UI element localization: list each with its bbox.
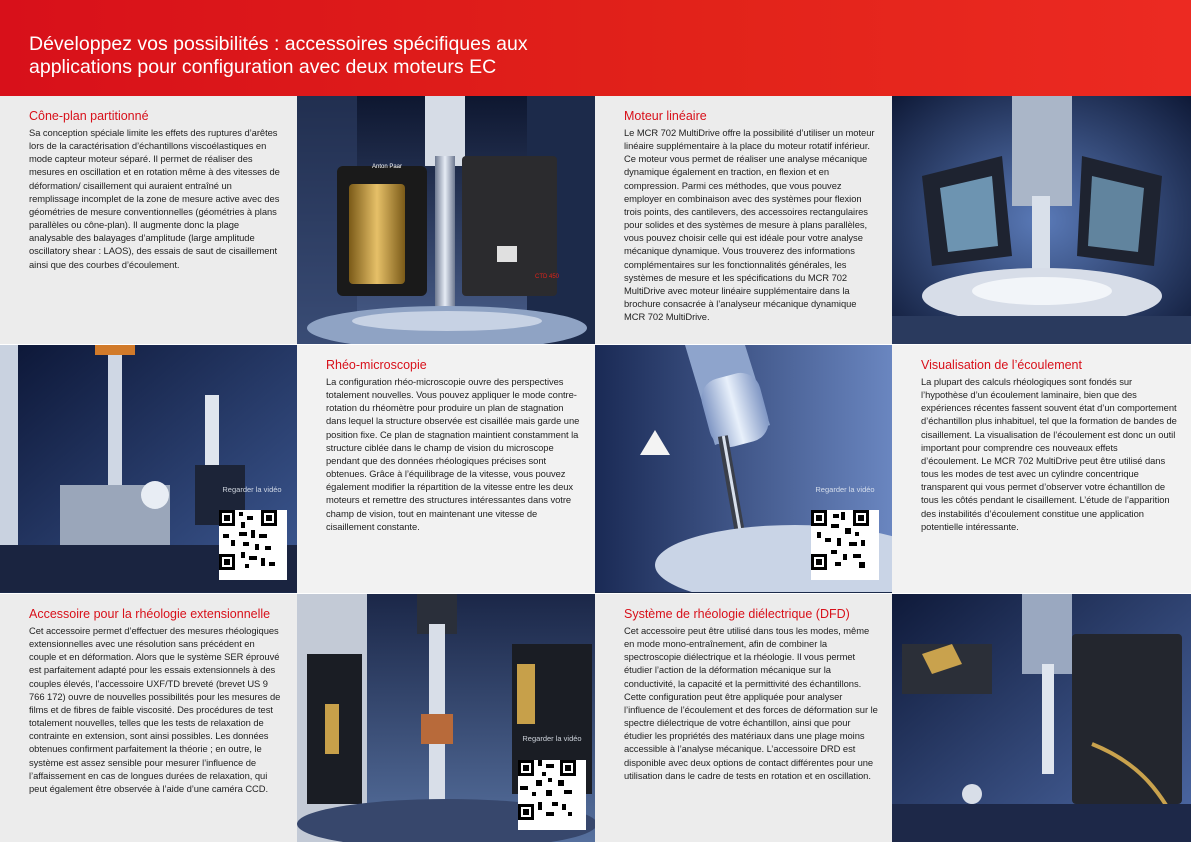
photo-dielectric [892, 594, 1191, 842]
section-rheo-title: Rhéo-microscopie [326, 358, 427, 372]
header-banner [0, 0, 1191, 96]
section-dfd-title: Système de rhéologie diélectrique (DFD) [624, 607, 850, 621]
photo-rheo-microscopy [0, 345, 297, 593]
qr-code-rheo[interactable] [219, 510, 287, 580]
page-title: Développez vos possibilités : accessoires spécifiques aux applications pour configuration avec deux moteurs EC [29, 33, 528, 78]
section-cone-body: Sa conception spéciale limite les effets des ruptures d’arêtes lors de la caractérisation d’échantillons viscoélastiques en mode capteur moteur séparé. Il permet de réaliser des mesures en oscillation et en rotation même à des vitesses de déformation/ cisaillement qui auraient entraîné un remplissage incomplet de la zone de mesure active avec des géométries de mesure conventionnelles (géométries à plans parallèles ou cône-plan). Il augmente donc la plage analysable des balayages d’amplitude (large amplitude oscillatory shear : LAOS), des essais de saut de cisaillement ainsi que des courbes d’écoulement. [29, 127, 280, 270]
section-ext-body: Cet accessoire permet d’effectuer des mesures rhéologiques extensionnelles avec une résolution sans précédent en couple et en déformation. Alors que le système SER éprouvé est parfaitement adapté pour les essais extensionnels à des couples élevés, l’accessoire UXF/TD breveté (brevet US 9 766 172) ouvre de nouvelles possibilités pour les mesures de films et de fibres de faible viscosité. Des procédures de test totalement nouvelles, telles que les tests de relaxation de contrainte en extension, sont ainsi possibles. Les données obtenues confirment parfaitement la théorie ; en outre, le système est assez sensible pour mesurer l’influence de l’affaissement en cas de longues durées de relaxation, qui peut également être observée à l’aide d’une caméra CCD. [29, 625, 281, 794]
brand-logo-text: Anton Paar [372, 164, 403, 170]
photo-dielectric-illustration [892, 594, 1191, 842]
photo-linear-motor [892, 96, 1191, 344]
section-ext-title: Accessoire pour la rhéologie extensionnelle [29, 607, 271, 621]
section-flow-title: Visualisation de l’écoulement [921, 358, 1082, 372]
qr-code-ext[interactable] [518, 760, 586, 830]
ctd-label: CTD 450 [535, 274, 560, 280]
section-linear [595, 96, 892, 344]
section-dfd-body: Cet accessoire peut être utilisé dans tous les modes, même en mode mono-entraînement, afin de combiner la spectroscopie diélectrique et la rhéologie. Il vous permet étudier l’action de la déformation mécanique sur la conductivité, la capacité et la permittivité des échantillons. Cette configuration peut être appliquée pour analyser l’influence de l’écoulement et des forces de déformation sur le spectre diélectrique de votre échantillon, ainsi que pour étudier les propriétés des matériaux dans une plage moins accessible à l’analyse mécanique. L’accessoire DRD est disponible avec deux options de contact différentes pour une utilisation dans le cadre de tests en rotation et en oscillation. [624, 625, 878, 781]
section-flow-body: La plupart des calculs rhéologiques sont fondés sur l’hypothèse d’un écoulement laminaire, bien que des expériences récentes fassent souvent état d’un comportement d’échantillon plus inhabituel, tel que la formation de bandes de cisaillement. La visualisation de l’écoulement est donc un outil important pour comprendre ces nouveaux effets d’écoulement. Le MCR 702 MultiDrive peut être utilisé dans tous les modes de test avec un cylindre concentrique transparent qui vous permet d’observer votre échantillon de tous les côtés pendant le cisaillement. L’étude de l’apparition des instabilités d’écoulement constitue une application potentielle intéressante. [921, 376, 1177, 532]
section-ext [0, 594, 297, 842]
video-label: Regarder la vidéo [222, 485, 282, 494]
qr-code-icon [518, 760, 576, 820]
photo-extensional [297, 594, 595, 842]
photo-cone-plate [297, 96, 595, 344]
photo-flow-visualization [595, 345, 892, 593]
qr-code-flow[interactable] [811, 510, 879, 580]
section-dfd [595, 594, 892, 842]
section-rheo-body: La configuration rhéo-microscopie ouvre des perspectives totalement nouvelles. Vous pouvez appliquer le mode contre-rotation du rhéomètre pour produire un plan de stagnation dans lequel la structure observée est cisaillée mais garde une position fixe. Ce plan de stagnation maintient constamment la structure ciblée dans le champ de vision du microscope pendant que des données rhéologiques précises sont obtenues. Grâce à l’équilibrage de la vitesse, vous pouvez également modifier la répartition de la vitesse entre les deux moteurs et remettre des structures intéressantes dans votre champ de vision, tout en maintenant une vitesse de cisaillement constante. [326, 376, 580, 532]
photo-cone-plate-illustration [297, 96, 595, 344]
section-linear-title: Moteur linéaire [624, 109, 707, 123]
video-label: Regarder la vidéo [522, 734, 582, 743]
section-rheo [297, 345, 595, 593]
photo-linear-motor-illustration [892, 96, 1191, 344]
section-linear-body: Le MCR 702 MultiDrive offre la possibilité d’utiliser un moteur linéaire supplémentaire à la place du moteur rotatif inférieur. Ce moteur vous permet de réaliser une analyse mécanique dynamique également en traction, en flexion et en compression. Parmi ces méthodes, que vous pouvez employer en combinaison avec des systèmes pour flexion trois points, des cantilevers, des accessoires rectangulaires pour solides et des systèmes de mesure à plans parallèles, vous pouvez choisir celle qui est idéale pour votre analyse mécanique dynamique. Vous trouverez des informations complémentaires sur les fonctionnalités générales, les systèmes de mesure et les spécifications du MCR 702 MultiDrive avec moteur linéaire supplémentaire dans la brochure consacrée à l’analyseur mécanique dynamique MCR 702 MultiDrive. [624, 127, 875, 323]
qr-code-icon [219, 510, 277, 570]
video-label: Regarder la vidéo [815, 485, 875, 494]
qr-code-icon [811, 510, 869, 570]
section-cone-title: Cône-plan partitionné [29, 109, 149, 123]
section-flow [892, 345, 1191, 593]
section-cone [0, 96, 297, 344]
